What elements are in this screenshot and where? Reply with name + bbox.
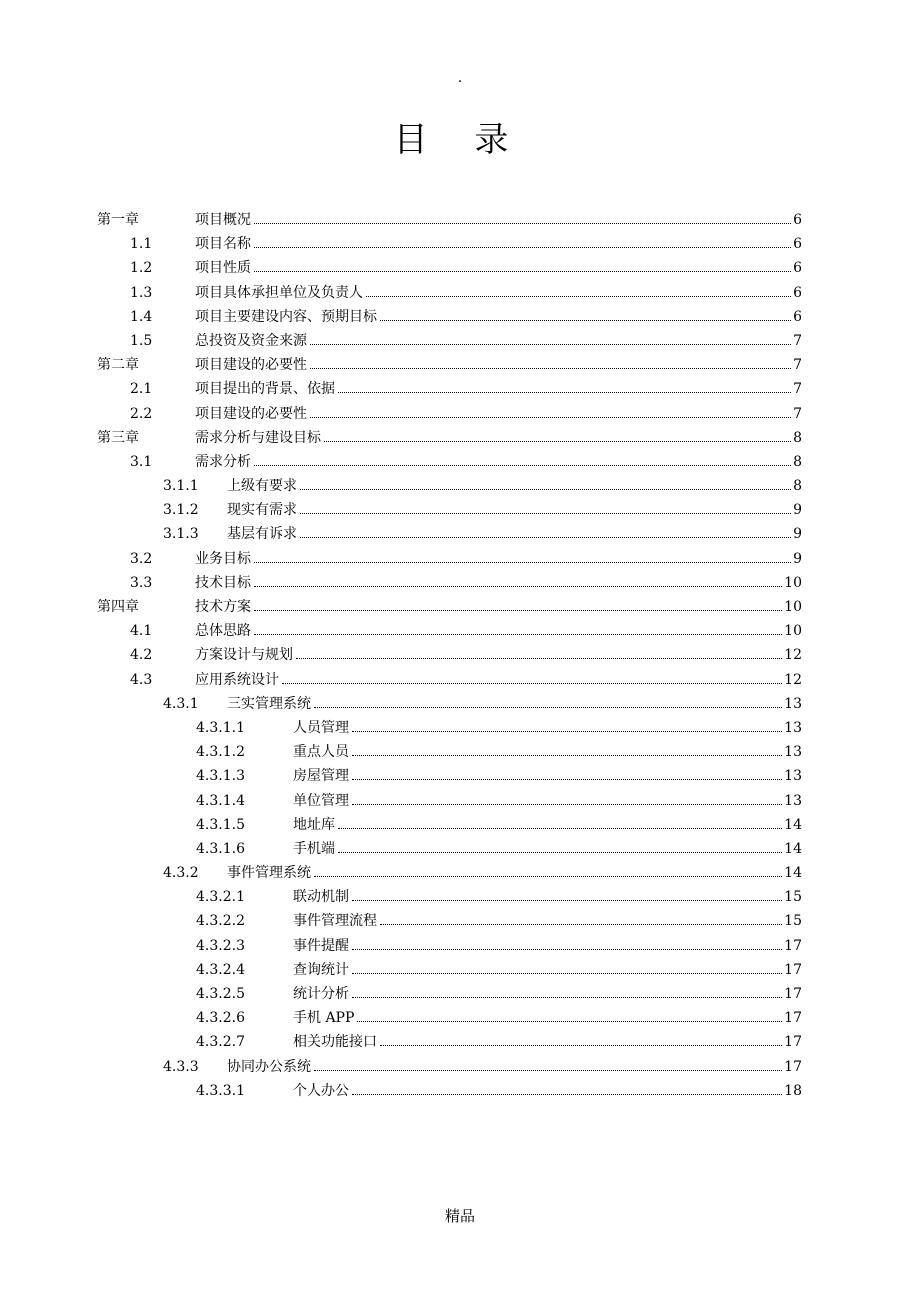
dot-leader — [254, 270, 791, 272]
toc-entry-line — [195, 619, 802, 643]
toc-entry-label: 项目性质 — [195, 260, 251, 277]
toc-entry-number: 4.1 — [130, 623, 153, 640]
toc-entry[interactable] — [97, 353, 802, 377]
toc-entry-line — [293, 982, 802, 1006]
dot-leader — [357, 1020, 782, 1022]
toc-entry[interactable] — [97, 837, 802, 861]
toc-entry-line — [293, 885, 802, 909]
toc-entry-number: 4.3.2.1 — [196, 889, 245, 906]
dot-leader — [380, 923, 782, 925]
toc-entry-page: 10 — [784, 574, 802, 591]
toc-entry-page: 6 — [793, 308, 802, 325]
toc-entry-page: 6 — [793, 260, 802, 277]
toc-entry-number: 4.3.1.2 — [196, 744, 245, 761]
toc-entry-line — [195, 232, 802, 256]
dot-leader — [254, 561, 791, 563]
dot-leader — [380, 319, 791, 321]
toc-entry[interactable] — [97, 547, 802, 571]
toc-entry-number: 4.3.2.5 — [196, 986, 245, 1002]
toc-entry-line — [195, 329, 802, 353]
dot-leader — [296, 657, 782, 659]
toc-entry[interactable] — [97, 208, 802, 232]
dot-leader — [352, 1093, 782, 1095]
toc-entry-number: 4.3.3 — [163, 1058, 199, 1075]
dot-leader — [310, 367, 791, 369]
toc-entry[interactable] — [97, 595, 802, 619]
toc-entry-number: 1.4 — [130, 308, 153, 325]
toc-entry-label: 事件提醒 — [293, 937, 349, 954]
dot-leader — [352, 996, 782, 998]
toc-entry-line — [195, 426, 802, 450]
toc-entry[interactable] — [97, 813, 802, 837]
dot-leader — [338, 851, 782, 853]
toc-entry-label: 项目名称 — [195, 236, 251, 253]
toc-entry-page: 17 — [784, 1034, 802, 1051]
toc-entry-number: 4.3.1 — [163, 695, 199, 712]
toc-entry-page: 12 — [784, 647, 802, 664]
toc-entry-page: 13 — [784, 768, 802, 785]
dot-leader — [366, 295, 791, 297]
toc-entry-number: 4.3.1.1 — [196, 719, 245, 736]
toc-entry[interactable] — [97, 643, 802, 667]
toc-entry-line — [195, 450, 802, 474]
toc-entry-page: 17 — [784, 937, 802, 954]
toc-entry-page: 6 — [793, 284, 802, 301]
toc-entry-line — [195, 256, 802, 280]
toc-entry-label: 总投资及资金来源 — [195, 332, 307, 349]
toc-entry-label: 个人办公 — [293, 1082, 349, 1099]
toc-entry-label: 项目建设的必要性 — [195, 357, 307, 374]
toc-entry[interactable] — [97, 450, 802, 474]
toc-entry[interactable] — [97, 474, 802, 498]
toc-entry-label: 查询统计 — [293, 961, 349, 978]
toc-entry-number: 4.3.2.7 — [196, 1034, 245, 1051]
toc-entry-number: 第三章 — [97, 429, 139, 446]
toc-entry-label: 统计分析 — [293, 986, 349, 1002]
toc-entry-line — [227, 861, 802, 885]
toc-entry-line — [195, 208, 802, 232]
toc-entry[interactable] — [97, 377, 802, 401]
toc-entry-page: 9 — [793, 502, 802, 519]
toc-entry-label: 应用系统设计 — [195, 671, 279, 688]
toc-entry[interactable] — [97, 764, 802, 788]
page-footer: 精品 — [444, 1207, 475, 1225]
toc-entry-line — [195, 353, 802, 377]
table-of-contents — [97, 208, 802, 1103]
toc-entry-page: 17 — [784, 1010, 802, 1027]
toc-entry-number: 1.3 — [130, 284, 153, 301]
toc-entry-label: 重点人员 — [293, 744, 349, 761]
toc-entry-label: 人员管理 — [293, 719, 349, 736]
toc-entry[interactable] — [97, 982, 802, 1006]
toc-entry-line — [293, 909, 802, 933]
toc-entry-number: 4.3 — [130, 671, 153, 688]
toc-entry-label: 技术方案 — [195, 599, 251, 615]
toc-entry-line — [293, 740, 802, 764]
header-mark: . — [457, 70, 463, 86]
dot-leader — [300, 488, 791, 490]
toc-entry-label: 地址库 — [293, 816, 335, 833]
toc-entry-page: 7 — [793, 405, 802, 422]
toc-entry-number: 3.1.3 — [163, 526, 199, 543]
toc-entry-number: 1.2 — [130, 260, 153, 277]
dot-leader — [380, 1044, 782, 1046]
toc-entry-label: 单位管理 — [293, 792, 349, 809]
toc-entry[interactable] — [97, 1006, 802, 1030]
toc-entry[interactable] — [97, 716, 802, 740]
dot-leader — [314, 875, 782, 877]
toc-entry-number: 4.3.2.6 — [196, 1010, 245, 1027]
toc-entry-page: 17 — [784, 961, 802, 978]
dot-leader — [254, 585, 782, 587]
toc-entry-label: 总体思路 — [195, 623, 251, 640]
toc-entry-page: 17 — [784, 986, 802, 1002]
toc-entry-line — [293, 958, 802, 982]
toc-entry[interactable] — [97, 256, 802, 280]
toc-entry-line — [195, 305, 802, 329]
toc-entry-page: 14 — [784, 865, 802, 882]
toc-entry-page: 9 — [793, 550, 802, 567]
toc-entry-label: 手机端 — [293, 840, 335, 857]
toc-entry-page: 10 — [784, 599, 802, 615]
toc-entry-page: 8 — [793, 478, 802, 495]
toc-entry-number: 2.2 — [130, 405, 153, 422]
toc-entry-number: 4.3.2.3 — [196, 937, 245, 954]
toc-entry-number: 4.3.1.5 — [196, 816, 245, 833]
dot-leader — [254, 464, 791, 466]
toc-entry-label: 事件管理系统 — [227, 865, 311, 882]
toc-entry-line — [227, 498, 802, 522]
toc-entry-label: 需求分析 — [195, 453, 251, 470]
toc-entry-label: 现实有需求 — [227, 502, 297, 519]
toc-entry-number: 4.3.3.1 — [196, 1082, 245, 1099]
toc-entry-page: 13 — [784, 792, 802, 809]
dot-leader — [300, 536, 791, 538]
toc-entry-line — [195, 547, 802, 571]
toc-entry-label: 技术目标 — [195, 574, 251, 591]
toc-entry-page: 7 — [793, 332, 802, 349]
toc-entry-number: 4.3.2.4 — [196, 961, 245, 978]
dot-leader — [338, 827, 782, 829]
toc-entry-label: 方案设计与规划 — [195, 647, 293, 664]
toc-entry-line — [195, 643, 802, 667]
toc-entry-line — [293, 716, 802, 740]
page-title: 目 录 — [393, 120, 527, 160]
toc-entry-line — [195, 377, 802, 401]
toc-entry-number: 2.1 — [130, 381, 153, 398]
toc-entry-line — [195, 281, 802, 305]
toc-entry-line — [293, 764, 802, 788]
toc-entry-line — [227, 474, 802, 498]
dot-leader — [314, 706, 782, 708]
toc-entry-number: 4.3.1.6 — [196, 840, 245, 857]
toc-entry[interactable] — [97, 909, 802, 933]
toc-entry-line — [195, 571, 802, 595]
toc-entry-number: 4.2 — [130, 647, 153, 664]
toc-entry[interactable] — [97, 402, 802, 426]
toc-entry-label: 项目具体承担单位及负责人 — [195, 284, 363, 301]
toc-entry-label: 基层有诉求 — [227, 526, 297, 543]
toc-entry-label: 房屋管理 — [293, 768, 349, 785]
toc-entry[interactable] — [97, 1030, 802, 1054]
toc-entry-label: 联动机制 — [293, 889, 349, 906]
toc-entry-line — [195, 668, 802, 692]
toc-entry-label: 上级有要求 — [227, 478, 297, 495]
toc-entry[interactable] — [97, 619, 802, 643]
dot-leader — [282, 682, 782, 684]
toc-entry[interactable] — [97, 934, 802, 958]
toc-entry-number: 3.1.2 — [163, 502, 199, 519]
toc-entry-page: 6 — [793, 236, 802, 253]
toc-entry-number: 3.1 — [130, 453, 153, 470]
toc-entry[interactable] — [97, 740, 802, 764]
toc-entry[interactable] — [97, 232, 802, 256]
dot-leader — [324, 440, 791, 442]
toc-entry-label: 三实管理系统 — [227, 695, 311, 712]
dot-leader — [254, 609, 782, 611]
toc-entry-page: 9 — [793, 526, 802, 543]
toc-entry-label: 业务目标 — [195, 550, 251, 567]
toc-entry[interactable] — [97, 692, 802, 716]
dot-leader — [254, 246, 791, 248]
dot-leader — [352, 899, 782, 901]
dot-leader — [338, 391, 791, 393]
toc-entry-number: 4.3.2 — [163, 865, 199, 882]
toc-entry-number: 1.1 — [130, 236, 153, 253]
toc-entry[interactable] — [97, 1055, 802, 1079]
toc-entry[interactable] — [97, 498, 802, 522]
toc-entry[interactable] — [97, 329, 802, 353]
toc-entry-number: 第二章 — [97, 357, 139, 374]
dot-leader — [352, 972, 782, 974]
toc-entry[interactable] — [97, 426, 802, 450]
toc-entry-page: 13 — [784, 719, 802, 736]
toc-entry-number: 第四章 — [97, 599, 139, 615]
toc-entry-line — [293, 1079, 802, 1103]
toc-entry-page: 12 — [784, 671, 802, 688]
toc-entry-line — [293, 837, 802, 861]
toc-entry[interactable] — [97, 885, 802, 909]
toc-entry-page: 8 — [793, 429, 802, 446]
dot-leader — [352, 730, 782, 732]
dot-leader — [310, 416, 791, 418]
toc-entry-number: 4.3.1.4 — [196, 792, 245, 809]
toc-entry[interactable] — [97, 958, 802, 982]
dot-leader — [254, 633, 782, 635]
toc-entry-page: 8 — [793, 453, 802, 470]
toc-entry[interactable] — [97, 789, 802, 813]
toc-entry-label: 项目概况 — [195, 212, 251, 228]
toc-entry-line — [293, 1030, 802, 1054]
toc-entry-number: 3.1.1 — [163, 478, 199, 495]
toc-entry[interactable] — [97, 281, 802, 305]
toc-entry-label: 项目主要建设内容、预期目标 — [195, 308, 377, 325]
toc-entry-line — [293, 789, 802, 813]
toc-entry-number: 4.3.2.2 — [196, 913, 245, 930]
dot-leader — [254, 222, 791, 224]
toc-entry-page: 13 — [784, 744, 802, 761]
toc-entry-number: 3.2 — [130, 550, 153, 567]
toc-entry-page: 7 — [793, 357, 802, 374]
toc-entry-number: 3.3 — [130, 574, 153, 591]
toc-entry-page: 17 — [784, 1058, 802, 1075]
toc-entry-label: 协同办公系统 — [227, 1058, 311, 1075]
toc-entry-page: 14 — [784, 816, 802, 833]
toc-entry-line — [293, 1006, 802, 1030]
toc-entry-number: 第一章 — [97, 212, 139, 228]
toc-entry[interactable] — [97, 861, 802, 885]
dot-leader — [352, 754, 782, 756]
toc-entry-label: 项目建设的必要性 — [195, 405, 307, 422]
toc-entry-line — [293, 813, 802, 837]
toc-entry-label: 手机 APP — [293, 1010, 355, 1027]
toc-entry-line — [227, 522, 802, 546]
toc-entry-page: 14 — [784, 840, 802, 857]
toc-entry-page: 15 — [784, 889, 802, 906]
toc-entry-page: 18 — [784, 1082, 802, 1099]
toc-entry-number: 1.5 — [130, 332, 153, 349]
toc-entry-label: 相关功能接口 — [293, 1034, 377, 1051]
dot-leader — [352, 778, 782, 780]
toc-entry-label: 需求分析与建设目标 — [195, 429, 321, 446]
toc-entry[interactable] — [97, 668, 802, 692]
toc-entry-page: 7 — [793, 381, 802, 398]
toc-entry-page: 6 — [793, 212, 802, 228]
toc-entry[interactable] — [97, 571, 802, 595]
toc-entry-page: 15 — [784, 913, 802, 930]
dot-leader — [310, 343, 791, 345]
toc-entry[interactable] — [97, 522, 802, 546]
toc-entry-page: 13 — [784, 695, 802, 712]
dot-leader — [314, 1069, 782, 1071]
toc-entry-line — [227, 1055, 802, 1079]
toc-entry-line — [195, 595, 802, 619]
toc-entry-line — [227, 692, 802, 716]
toc-entry-label: 项目提出的背景、依据 — [195, 381, 335, 398]
dot-leader — [300, 512, 791, 514]
toc-entry-line — [293, 934, 802, 958]
dot-leader — [352, 948, 782, 950]
toc-entry-page: 10 — [784, 623, 802, 640]
toc-entry-label: 事件管理流程 — [293, 913, 377, 930]
toc-entry[interactable] — [97, 305, 802, 329]
toc-entry-line — [195, 402, 802, 426]
dot-leader — [352, 803, 782, 805]
toc-entry-number: 4.3.1.3 — [196, 768, 245, 785]
toc-entry[interactable] — [97, 1079, 802, 1103]
